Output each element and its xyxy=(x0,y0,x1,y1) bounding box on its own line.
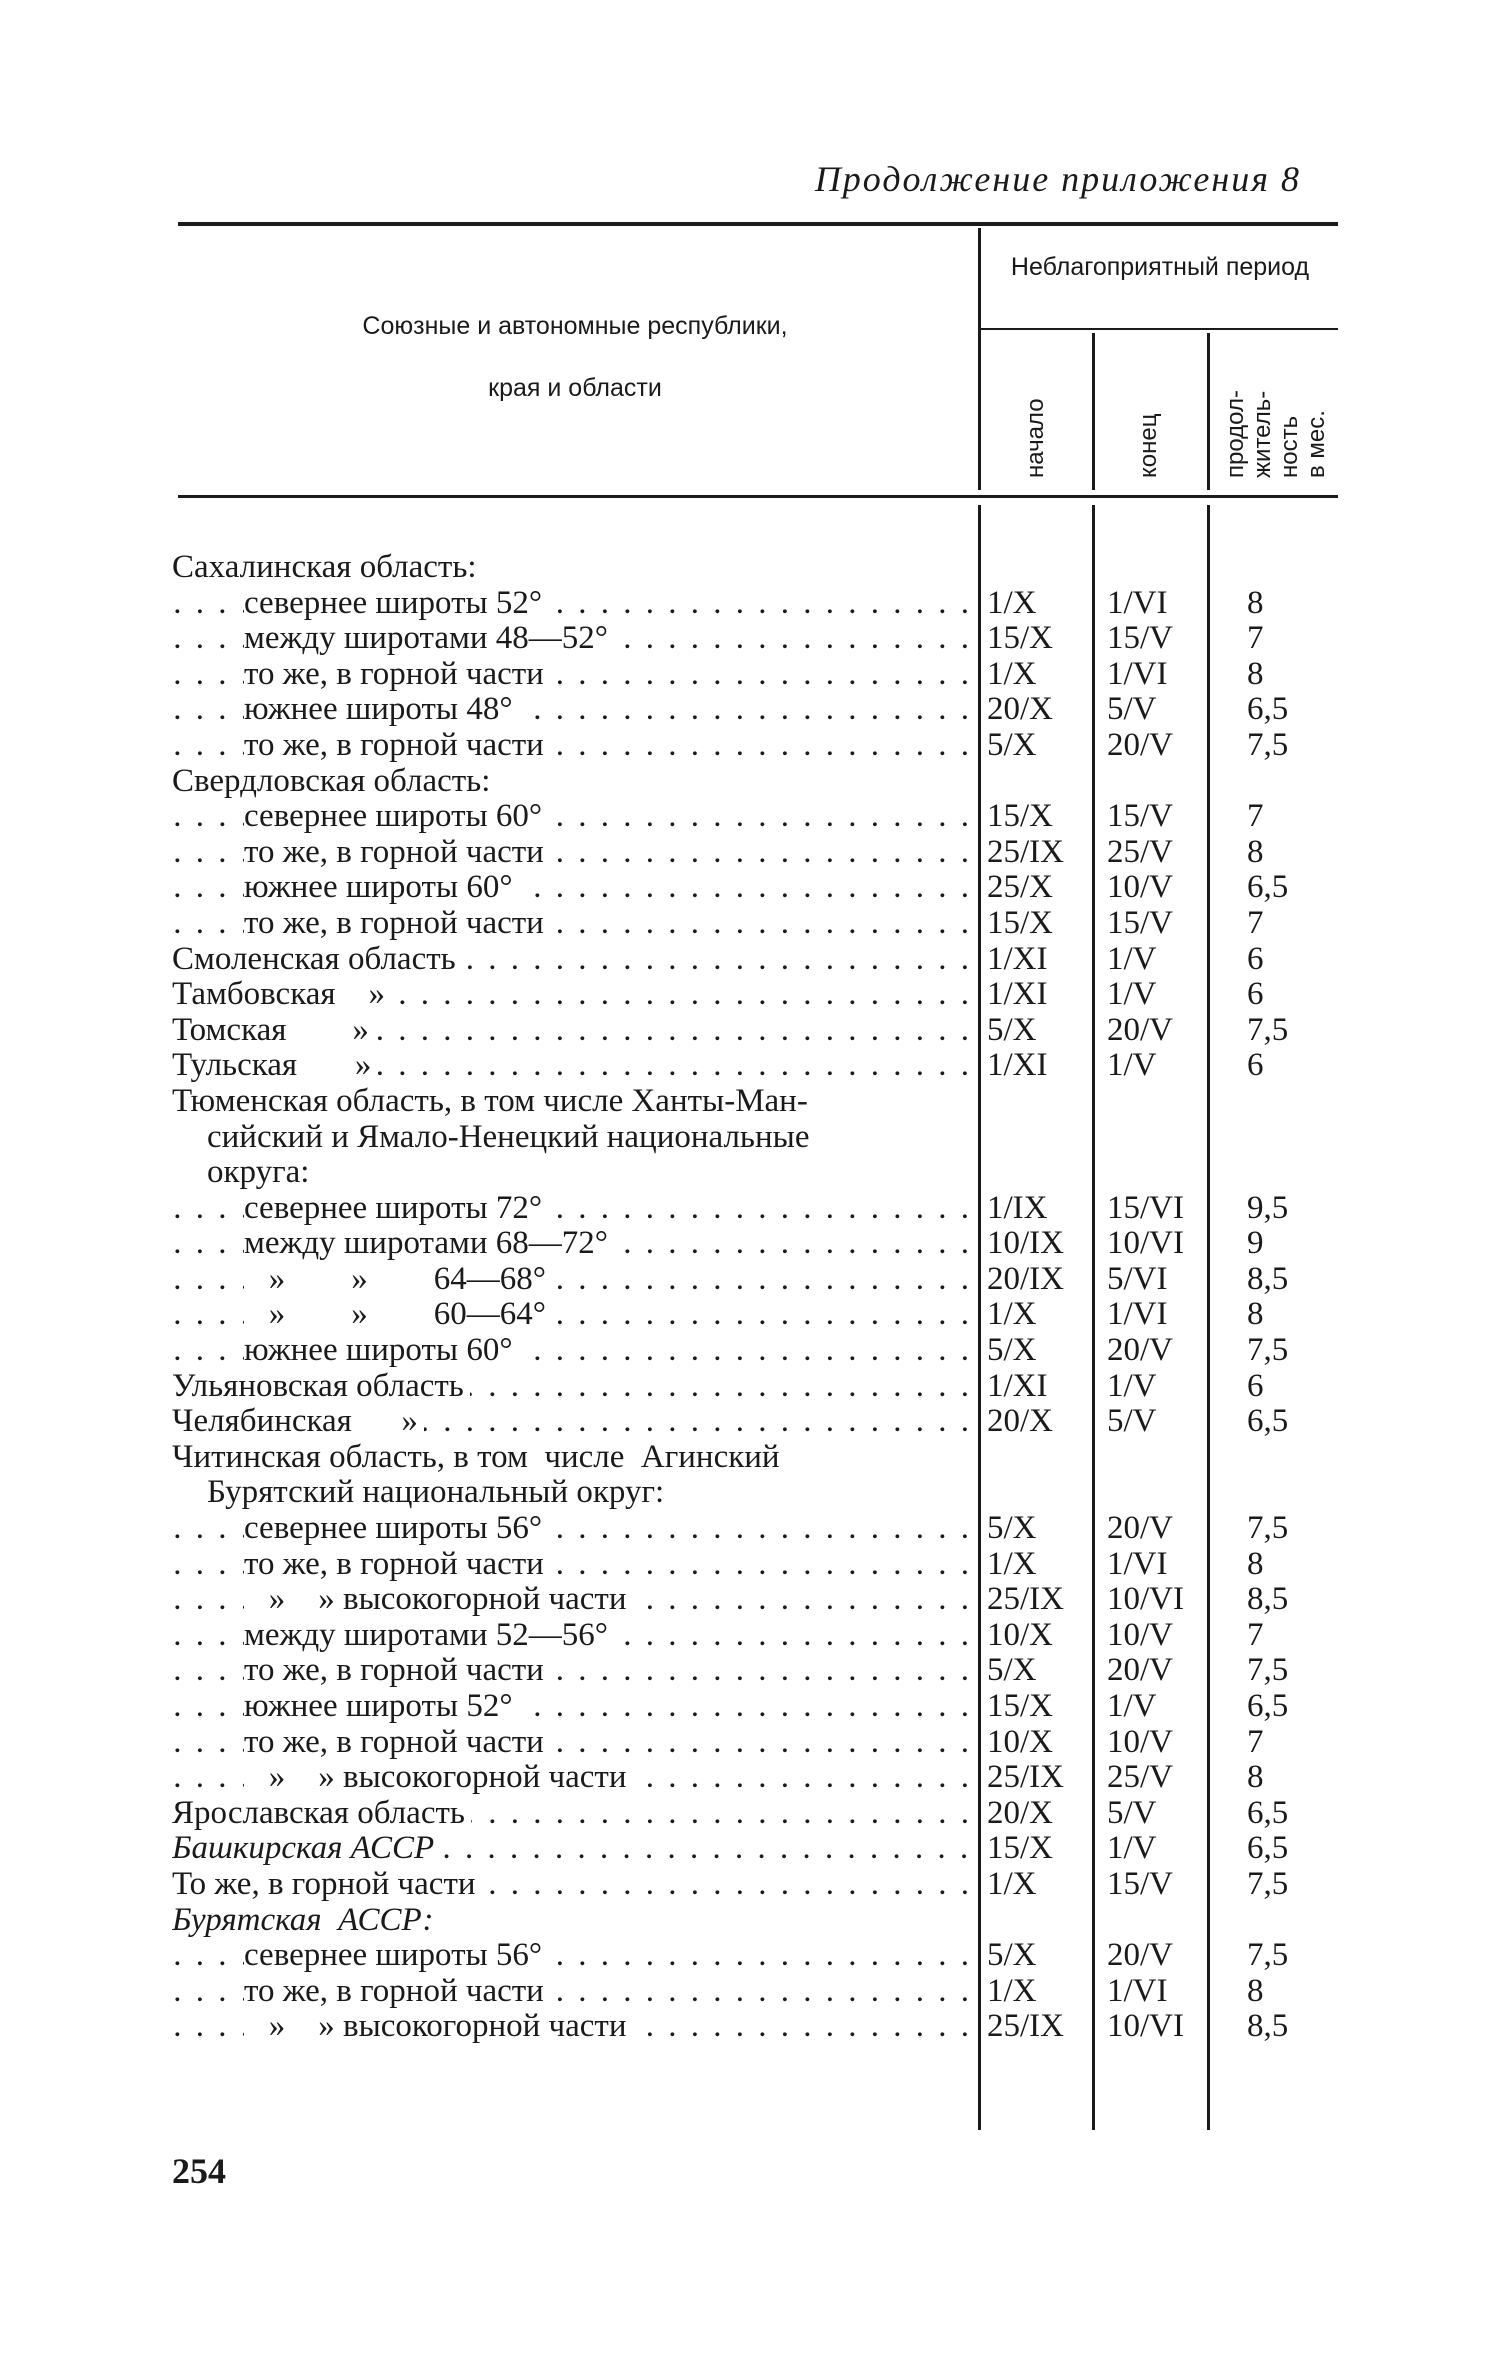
row-duration-months: 6 xyxy=(1247,940,1264,977)
row-period-start: 1/X xyxy=(987,1972,1037,2009)
row-region-name: Тюменская область, в том числе Ханты-Ман- xyxy=(172,1084,972,1120)
row-period-end: 20/V xyxy=(1107,726,1173,763)
row-duration-months: 8,5 xyxy=(1247,1581,1289,1618)
row-region-name: округа: xyxy=(172,1155,972,1191)
row-duration-months: 8,5 xyxy=(1247,2008,1289,2045)
row-region-name: Челябинская » . . . xyxy=(172,1404,972,1440)
table-row xyxy=(172,1903,1352,1939)
row-period-end: 5/VI xyxy=(1107,1260,1168,1297)
table-row xyxy=(172,835,1352,871)
row-duration-months: 7,5 xyxy=(1247,1510,1289,1547)
row-region-name: Башкирская АССР . . . xyxy=(172,1831,972,1867)
row-period-end: 20/V xyxy=(1107,1510,1173,1547)
header-bottom-rule xyxy=(178,495,1338,498)
row-period-end: 1/VI xyxy=(1107,1972,1168,2009)
row-period-end: 25/V xyxy=(1107,1759,1173,1796)
table-row xyxy=(172,728,1352,764)
row-period-start: 20/X xyxy=(987,1794,1053,1831)
row-duration-months: 7 xyxy=(1247,1616,1264,1653)
table-row xyxy=(172,1440,1352,1476)
row-region-name: южнее широты 60° . . . xyxy=(172,870,972,906)
row-region-name: Бурятская АССР: xyxy=(172,1903,972,1939)
row-period-start: 25/IX xyxy=(987,1759,1064,1796)
row-duration-months: 9,5 xyxy=(1247,1189,1289,1226)
row-duration-months: 6,5 xyxy=(1247,1794,1289,1831)
row-period-end: 5/V xyxy=(1107,1794,1157,1831)
row-period-end: 25/V xyxy=(1107,833,1173,870)
row-duration-months: 7,5 xyxy=(1247,726,1289,763)
row-region-name: » » высокогорной части . . . xyxy=(172,1582,972,1618)
row-region-name: » » 60—64° . . . xyxy=(172,1297,972,1333)
row-period-end: 20/V xyxy=(1107,1332,1173,1369)
row-region-name: Тамбовская » . . . xyxy=(172,977,972,1013)
row-duration-months: 8 xyxy=(1247,655,1264,692)
running-head: Продолжение приложения 8 xyxy=(814,159,1301,199)
row-period-start: 10/X xyxy=(987,1723,1053,1760)
row-period-end: 1/V xyxy=(1107,976,1157,1013)
row-period-start: 15/X xyxy=(987,798,1053,835)
row-duration-months: 6,5 xyxy=(1247,869,1289,906)
table-row xyxy=(172,1048,1352,1084)
table-row xyxy=(172,1831,1352,1867)
row-region-name: то же, в горной части . . . xyxy=(172,1974,972,2010)
table-row xyxy=(172,1547,1352,1583)
header-column-region-line1: Союзные и автономные республики, xyxy=(362,312,788,340)
row-period-end: 1/V xyxy=(1107,1688,1157,1724)
table-row xyxy=(172,1689,1352,1725)
row-period-start: 1/XI xyxy=(987,940,1048,977)
row-duration-months: 8,5 xyxy=(1247,1260,1289,1297)
row-period-end: 10/VI xyxy=(1107,1581,1184,1618)
table-row xyxy=(172,1974,1352,2010)
header-vline-2 xyxy=(1092,333,1095,490)
row-duration-months: 6,5 xyxy=(1247,691,1289,728)
table-row xyxy=(172,1297,1352,1333)
table-row xyxy=(172,692,1352,728)
table-row xyxy=(172,1867,1352,1903)
table-row xyxy=(172,1262,1352,1298)
row-period-start: 15/X xyxy=(987,1688,1053,1724)
row-period-start: 10/IX xyxy=(987,1225,1064,1262)
row-period-end: 10/V xyxy=(1107,869,1173,906)
row-period-end: 1/V xyxy=(1107,1367,1157,1404)
row-period-end: 1/V xyxy=(1107,1047,1157,1084)
row-region-name: между широтами 68—72° . . . xyxy=(172,1226,972,1262)
row-duration-months: 7,5 xyxy=(1247,1011,1289,1048)
table-row xyxy=(172,1404,1352,1440)
row-period-end: 1/VI xyxy=(1107,1545,1168,1582)
row-region-name: Тульская » . . . xyxy=(172,1048,972,1084)
row-period-start: 5/X xyxy=(987,1652,1037,1689)
row-region-name: сийский и Ямало-Ненецкий национальные xyxy=(172,1120,972,1156)
row-period-start: 1/XI xyxy=(987,1367,1048,1404)
row-period-start: 1/X xyxy=(987,1296,1037,1333)
table-row xyxy=(172,1226,1352,1262)
row-period-start: 1/IX xyxy=(987,1189,1048,1226)
row-region-name: » » высокогорной части . . . xyxy=(172,1760,972,1796)
table-row xyxy=(172,1653,1352,1689)
row-duration-months: 9 xyxy=(1247,1225,1264,1262)
row-period-start: 1/X xyxy=(987,655,1037,692)
row-period-end: 1/V xyxy=(1107,940,1157,977)
row-duration-months: 8 xyxy=(1247,1972,1264,2009)
row-period-start: 15/X xyxy=(987,620,1053,657)
table-row xyxy=(172,1013,1352,1049)
row-duration-months: 7,5 xyxy=(1247,1332,1289,1369)
row-period-start: 15/X xyxy=(987,1830,1053,1867)
row-duration-months: 8 xyxy=(1247,1759,1264,1796)
row-period-end: 15/VI xyxy=(1107,1189,1184,1226)
page-number: 254 xyxy=(172,2151,226,2191)
table-row xyxy=(172,1191,1352,1227)
group-underline xyxy=(980,328,1338,330)
row-period-end: 15/V xyxy=(1107,1865,1173,1902)
header-group-unfavourable-period: Неблагоприятный период xyxy=(1010,253,1310,281)
table-row xyxy=(172,1369,1352,1405)
row-region-name: между широтами 48—52° . . . xyxy=(172,621,972,657)
row-duration-months: 7,5 xyxy=(1247,1865,1289,1902)
row-region-name: Читинская область, в том числе Агинский xyxy=(172,1440,972,1476)
header-column-region-line2: края и области xyxy=(488,374,662,402)
row-duration-months: 8 xyxy=(1247,1545,1264,1582)
row-duration-months: 8 xyxy=(1247,584,1264,621)
row-duration-months: 6 xyxy=(1247,976,1264,1013)
table-row xyxy=(172,1333,1352,1369)
row-duration-months: 7,5 xyxy=(1247,1652,1289,1689)
row-region-name: севернее широты 56° . . . xyxy=(172,1511,972,1547)
row-duration-months: 7 xyxy=(1247,798,1264,835)
row-period-start: 20/IX xyxy=(987,1260,1064,1297)
table-row xyxy=(172,621,1352,657)
row-period-end: 15/V xyxy=(1107,904,1173,941)
table-row xyxy=(172,1511,1352,1547)
row-region-name: то же, в горной части . . . xyxy=(172,657,972,693)
row-period-end: 20/V xyxy=(1107,1937,1173,1974)
row-period-start: 10/X xyxy=(987,1616,1053,1653)
row-period-start: 20/X xyxy=(987,691,1053,728)
row-period-start: 1/X xyxy=(987,1865,1037,1902)
row-period-start: 5/X xyxy=(987,1011,1037,1048)
header-col-duration-1: продол- xyxy=(1222,390,1249,478)
row-duration-months: 6,5 xyxy=(1247,1403,1289,1440)
row-region-name: то же, в горной части . . . xyxy=(172,1547,972,1583)
row-duration-months: 6,5 xyxy=(1247,1688,1289,1724)
table-row xyxy=(172,586,1352,622)
row-region-name: Бурятский национальный округ: xyxy=(172,1475,972,1511)
header-vline-3 xyxy=(1207,333,1210,490)
table-row xyxy=(172,2009,1352,2045)
row-period-end: 1/VI xyxy=(1107,584,1168,621)
row-region-name: Сахалинская область: xyxy=(172,550,972,586)
row-region-name: южнее широты 60° . . . xyxy=(172,1333,972,1369)
row-period-start: 5/X xyxy=(987,1937,1037,1974)
row-duration-months: 6 xyxy=(1247,1047,1264,1084)
table-row xyxy=(172,1938,1352,1974)
row-duration-months: 6,5 xyxy=(1247,1830,1289,1867)
row-region-name: то же, в горной части . . . xyxy=(172,906,972,942)
row-region-name: севернее широты 60° . . . xyxy=(172,799,972,835)
table-row xyxy=(172,1618,1352,1654)
row-region-name: то же, в горной части . . . xyxy=(172,728,972,764)
row-period-start: 1/X xyxy=(987,584,1037,621)
row-period-start: 25/IX xyxy=(987,2008,1064,2045)
table-row xyxy=(172,942,1352,978)
row-region-name: То же, в горной части . . . xyxy=(172,1867,972,1903)
table-row xyxy=(172,977,1352,1013)
table-row xyxy=(172,1475,1352,1511)
row-duration-months: 7 xyxy=(1247,620,1264,657)
row-region-name: Ярославская область . . . xyxy=(172,1796,972,1832)
row-duration-months: 7 xyxy=(1247,904,1264,941)
table-row xyxy=(172,906,1352,942)
table-row xyxy=(172,764,1352,800)
row-period-start: 1/X xyxy=(987,1545,1037,1582)
row-period-start: 25/IX xyxy=(987,833,1064,870)
row-region-name: севернее широты 72° . . . xyxy=(172,1191,972,1227)
row-duration-months: 8 xyxy=(1247,833,1264,870)
table-row xyxy=(172,1796,1352,1832)
table-body xyxy=(172,550,1352,2045)
row-period-start: 5/X xyxy=(987,726,1037,763)
row-region-name: южнее широты 52° . . . xyxy=(172,1689,972,1725)
header-vline-1 xyxy=(978,228,981,490)
row-region-name: » » 64—68° . . . xyxy=(172,1262,972,1298)
row-period-end: 15/V xyxy=(1107,620,1173,657)
table-row xyxy=(172,1120,1352,1156)
row-region-name: Ульяновская область . . . xyxy=(172,1369,972,1405)
row-period-end: 5/V xyxy=(1107,1403,1157,1440)
row-period-end: 20/V xyxy=(1107,1652,1173,1689)
row-period-end: 15/V xyxy=(1107,798,1173,835)
row-period-end: 1/VI xyxy=(1107,655,1168,692)
table-row xyxy=(172,1155,1352,1191)
row-region-name: между широтами 52—56° . . . xyxy=(172,1618,972,1654)
table-row xyxy=(172,550,1352,586)
row-period-start: 5/X xyxy=(987,1332,1037,1369)
row-region-name: Томская » . . . xyxy=(172,1013,972,1049)
row-period-end: 1/VI xyxy=(1107,1296,1168,1333)
table-row xyxy=(172,1725,1352,1761)
table-row xyxy=(172,799,1352,835)
row-region-name: южнее широты 48° . . . xyxy=(172,692,972,728)
row-period-start: 15/X xyxy=(987,904,1053,941)
row-region-name: Свердловская область: xyxy=(172,764,972,800)
row-period-start: 1/XI xyxy=(987,976,1048,1013)
table-top-rule xyxy=(178,222,1338,226)
row-region-name: то же, в горной части . . . xyxy=(172,835,972,871)
row-period-end: 1/V xyxy=(1107,1830,1157,1867)
row-period-start: 20/X xyxy=(987,1403,1053,1440)
row-region-name: то же, в горной части . . . xyxy=(172,1653,972,1689)
row-period-end: 10/VI xyxy=(1107,1225,1184,1262)
row-duration-months: 6 xyxy=(1247,1367,1264,1404)
table-row xyxy=(172,657,1352,693)
row-period-end: 20/V xyxy=(1107,1011,1173,1048)
table-row xyxy=(172,1760,1352,1796)
row-region-name: севернее широты 56° . . . xyxy=(172,1938,972,1974)
row-period-end: 10/V xyxy=(1107,1616,1173,1653)
row-region-name: Смоленская область . . . xyxy=(172,942,972,978)
row-period-end: 5/V xyxy=(1107,691,1157,728)
table-row xyxy=(172,1084,1352,1120)
row-period-start: 5/X xyxy=(987,1510,1037,1547)
row-period-start: 1/XI xyxy=(987,1047,1048,1084)
row-period-start: 25/IX xyxy=(987,1581,1064,1618)
header-col-start: начало xyxy=(1022,398,1049,478)
row-duration-months: 8 xyxy=(1247,1296,1264,1333)
row-period-end: 10/VI xyxy=(1107,2008,1184,2045)
header-col-duration-2: житель- xyxy=(1249,390,1276,478)
row-region-name: севернее широты 52° . . . xyxy=(172,586,972,622)
header-col-end: конец xyxy=(1135,413,1162,478)
row-duration-months: 7 xyxy=(1247,1723,1264,1760)
row-period-start: 25/X xyxy=(987,869,1053,906)
header-col-duration-3: ность xyxy=(1276,415,1303,478)
row-duration-months: 7,5 xyxy=(1247,1937,1289,1974)
header-col-duration-4: в мес. xyxy=(1303,410,1330,478)
row-region-name: то же, в горной части . . . xyxy=(172,1725,972,1761)
table-row xyxy=(172,1582,1352,1618)
row-region-name: » » высокогорной части . . . xyxy=(172,2009,972,2045)
table-row xyxy=(172,870,1352,906)
row-period-end: 10/V xyxy=(1107,1723,1173,1760)
